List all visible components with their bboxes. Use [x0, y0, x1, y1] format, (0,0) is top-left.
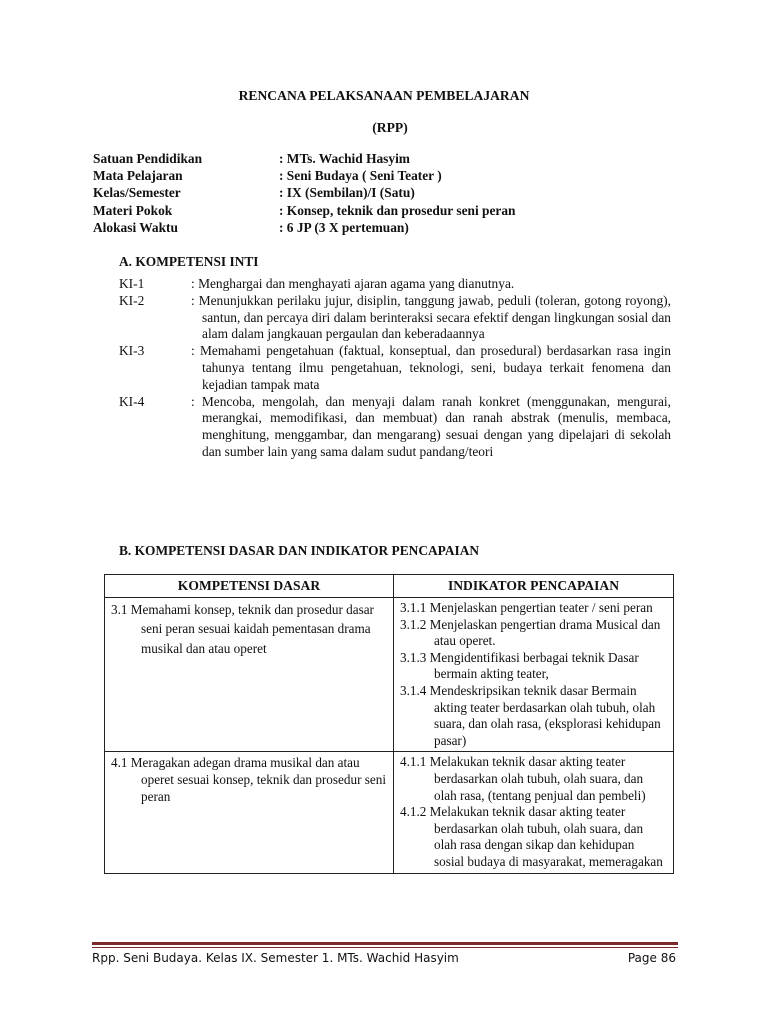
info-value: : Seni Budaya ( Seni Teater ): [279, 168, 442, 184]
ki-text: : Memahami pengetahuan (faktual, konseptual, dan prosedural) berdasarkan rasa ingin tahunya tentang ilmu pengetahuan, teknologi, seni, budaya terkait fenomena dan kejadian tampak mata: [191, 343, 671, 392]
ki-text: : Menghargai dan menghayati ajaran agama yang dianutnya.: [191, 276, 515, 291]
section-heading-kompetensi-dasar: B. KOMPETENSI DASAR DAN INDIKATOR PENCAPAIAN: [119, 543, 480, 558]
ki-item: [119, 293, 671, 343]
table-header-kompetensi-dasar: KOMPETENSI DASAR: [105, 575, 394, 598]
kompetensi-dasar-table: [104, 574, 674, 874]
ki-item: [119, 343, 671, 393]
info-value: : 6 JP (3 X pertemuan): [279, 219, 409, 235]
kd-cell: [105, 598, 394, 752]
indicator-cell: [394, 598, 674, 752]
kd-text: 3.1 Memahami konsep, teknik dan prosedur dasar seni peran sesuai kaidah pementasan drama musikal dan atau operet: [111, 602, 374, 656]
ki-code: KI-4: [119, 393, 145, 409]
document-title: RENCANA PELAKSANAAN PEMBELAJARAN: [238, 88, 530, 103]
indicator-item: 3.1.4 Mendeskripsikan teknik dasar Bermain akting teater berdasarkan olah tubuh, olah suara, dan olah rasa, (eksplorasi kehidupan pasar): [400, 682, 661, 748]
section-heading-kompetensi-inti: A. KOMPETENSI INTI: [119, 254, 259, 269]
ki-code: KI-2: [119, 292, 145, 308]
table-header-row: [105, 575, 674, 598]
info-label: Satuan Pendidikan: [93, 151, 203, 166]
info-label: Kelas/Semester: [93, 185, 181, 201]
ki-text: : Mencoba, mengolah, dan menyaji dalam ranah konkret (menggunakan, mengurai, merangkai, memodifikasi, dan membuat) dan ranah abstrak (menulis, membaca, menghitung, menggambar, dan mengarang) sesuai dengan yang dipelajari di sekolah dan sumber lain yang sama dalam sudut pandang/teori: [191, 393, 671, 459]
info-label: Mata Pelajaran: [93, 168, 183, 184]
ki-text: : Menunjukkan perilaku jujur, disiplin, tanggung jawab, peduli (toleran, gotong royong), santun, dan percaya diri dalam berinteraksi secara efektif dengan lingkungan sosial dan alam dalam jangkauan pergaulan dan keberadaannya: [191, 292, 671, 342]
kompetensi-inti-list: [119, 276, 671, 461]
footer-page-number: Page 86: [627, 951, 676, 965]
info-value: : IX (Sembilan)/I (Satu): [279, 185, 415, 201]
footer-divider-thick: [92, 942, 678, 945]
info-value: : MTs. Wachid Hasyim: [279, 151, 410, 166]
table-header-indikator: INDIKATOR PENCAPAIAN: [394, 575, 674, 598]
indicator-item: 4.1.2 Melakukan teknik dasar akting teater berdasarkan olah tubuh, olah suara, dan olah rasa dengan sikap dan kehidupan sosial budaya di masyarakat, memeragakan: [400, 804, 663, 869]
document-subtitle: (RPP): [372, 120, 408, 135]
indicator-cell: [394, 752, 674, 873]
table-row: [105, 598, 674, 752]
indicator-item: 3.1.3 Mengidentifikasi berbagai teknik Dasar bermain akting teater,: [400, 649, 639, 682]
table-row: [105, 752, 674, 873]
info-value: : Konsep, teknik dan prosedur seni peran: [279, 202, 516, 218]
info-label: Materi Pokok: [93, 202, 173, 218]
ki-item: [119, 394, 671, 461]
footer-document-label: Rpp. Seni Budaya. Kelas IX. Semester 1. MTs. Wachid Hasyim: [92, 951, 459, 965]
indicator-item: 3.1.2 Menjelaskan pengertian drama Musical dan atau operet.: [400, 616, 661, 649]
ki-code: KI-1: [119, 276, 145, 291]
footer-divider-thin: [92, 947, 678, 948]
kd-text: 4.1 Meragakan adegan drama musikal dan atau operet sesuai konsep, teknik dan prosedur seni peran: [111, 755, 387, 805]
ki-item: [119, 276, 671, 293]
info-label: Alokasi Waktu: [93, 219, 178, 235]
kd-cell: [105, 752, 394, 873]
indicator-item: 4.1.1 Melakukan teknik dasar akting teater berdasarkan olah tubuh, olah suara, dan olah rasa, (tentang penjual dan pembeli): [400, 754, 646, 803]
indicator-item: 3.1.1 Menjelaskan pengertian teater / seni peran: [400, 600, 653, 615]
ki-code: KI-3: [119, 343, 145, 359]
